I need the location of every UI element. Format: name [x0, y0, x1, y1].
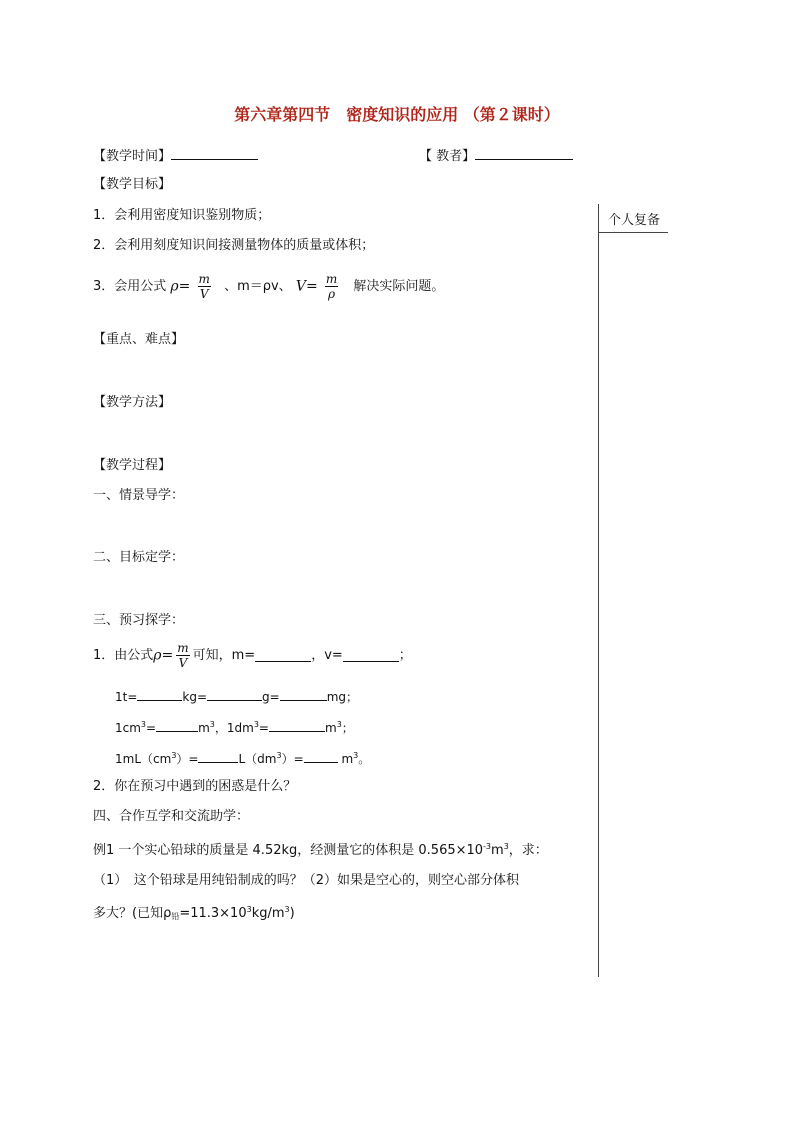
liter-eq: ）= [281, 752, 304, 766]
example3-text-b: =11.3×10 [179, 906, 247, 921]
step-3: 三、预习探学： [93, 613, 185, 628]
objective-3-prefix: 3．会用公式 [93, 279, 167, 294]
time-label: 【教学时间】 [93, 149, 172, 164]
example3-text-a: 多大？(已知ρ [93, 906, 172, 921]
unit-line-ton [115, 688, 358, 703]
equals-sign: = [178, 278, 191, 295]
denominator-rho: ρ [327, 287, 336, 301]
example-line-1 [93, 843, 548, 857]
unit-line-cm [115, 719, 354, 734]
mass-blank[interactable] [255, 649, 311, 662]
sidebar-underline [598, 232, 668, 233]
example3-exp-2: 3 [284, 905, 290, 914]
m3-exp: 3 [353, 751, 359, 760]
time-field [93, 147, 258, 163]
sidebar-label: 个人复备 [608, 213, 661, 228]
question-1-v: ，v= [311, 648, 343, 663]
numerator-m-2: m [325, 272, 338, 286]
teacher-blank[interactable] [475, 147, 573, 160]
example-line-2: （1） 这个铅球是用纯铅制成的吗？（2）如果是空心的，则空心部分体积 [93, 873, 520, 888]
ml-eq: ）= [176, 752, 199, 766]
cm-blank[interactable] [156, 719, 198, 732]
ml-blank[interactable] [198, 750, 238, 763]
method-heading: 【教学方法】 [93, 395, 172, 410]
mg-label: mg； [326, 690, 359, 704]
step-1: 一、情景导学： [93, 488, 185, 503]
example-exp-1: -3 [483, 842, 492, 851]
V-symbol: V [295, 278, 306, 295]
dm-blank[interactable] [269, 719, 325, 732]
m3-label: m [337, 752, 354, 766]
m3-blank[interactable] [304, 750, 338, 763]
question-1-end: ； [398, 648, 412, 663]
question-1 [93, 641, 412, 670]
fraction-q1 [176, 641, 189, 670]
g-label: g= [262, 690, 280, 704]
example-exp-2: 3 [503, 842, 509, 851]
liter-label: L（dm [238, 752, 277, 766]
dm-label: ，1dm [214, 721, 254, 735]
fraction-m-over-V [198, 272, 211, 301]
ton-label: 1t= [115, 690, 138, 704]
g-blank[interactable] [207, 688, 262, 701]
cm-end: ； [341, 721, 354, 735]
example-text-a: 例1 一个实心铅球的质量是 4.52kg，经测量它的体积是 0.565×10 [93, 843, 484, 858]
question-1-prefix: 1．由公式 [93, 648, 154, 663]
rho-symbol-q1: ρ [153, 647, 162, 664]
m-exp-1: 3 [209, 720, 215, 729]
kg-label: kg= [182, 690, 208, 704]
example3-text-d: ) [289, 906, 295, 921]
cm-eq: = [146, 721, 157, 735]
objective-3-mid: 、m＝ρv、 [224, 279, 292, 294]
question-2: 2．你在预习中遇到的困惑是什么？ [93, 779, 297, 794]
fraction-m-over-rho [325, 272, 338, 301]
objective-3-suffix: 解决实际问题。 [353, 279, 445, 294]
equals-sign-2: = [305, 278, 318, 295]
objective-2: 2．会利用刻度知识间接测量物体的质量或体积； [93, 238, 375, 253]
cm-exp: 3 [140, 720, 147, 729]
lead-subscript: 铅 [171, 912, 180, 921]
m-label-2: m [324, 721, 337, 735]
teacher-label: 【 教者】 [419, 149, 476, 164]
key-points-heading: 【重点、难点】 [93, 332, 185, 347]
volume-blank[interactable] [343, 649, 399, 662]
question-1-text: 可知，m= [192, 648, 256, 663]
mg-blank[interactable] [280, 688, 327, 701]
dm-exp: 3 [253, 720, 259, 729]
denominator-V: V [199, 287, 209, 301]
example-text-c: ，求： [508, 843, 548, 858]
example3-text-c: kg/m [251, 906, 285, 921]
equals-sign-q1: = [161, 647, 174, 664]
process-heading: 【教学过程】 [93, 458, 172, 473]
margin-divider [598, 204, 599, 977]
dm-eq: = [258, 721, 269, 735]
page-title: 第六章第四节 密度知识的应用 （第２课时） [234, 105, 560, 124]
step-2: 二、目标定学： [93, 550, 185, 565]
numerator-q1: m [177, 641, 189, 655]
kg-blank[interactable] [137, 688, 182, 701]
liter-exp: 3 [276, 751, 282, 760]
step-4: 四、合作互学和交流助学： [93, 809, 250, 824]
teacher-field [419, 147, 573, 163]
example-text-b: m [491, 843, 504, 858]
example-line-3 [93, 906, 295, 921]
objective-1: 1．会利用密度知识鉴别物质； [93, 208, 271, 223]
ml-label: 1mL（cm [115, 752, 172, 766]
example3-exp: 3 [246, 905, 252, 914]
denominator-q1: V [178, 656, 188, 670]
objective-3 [93, 272, 444, 301]
cm-label: 1cm [115, 721, 141, 735]
m-exp-2: 3 [336, 720, 342, 729]
ml-exp: 3 [171, 751, 177, 760]
numerator-m: m [198, 272, 210, 286]
unit-line-ml [115, 750, 370, 765]
m-label-1: m [198, 721, 210, 735]
rho-symbol: ρ [170, 278, 179, 295]
objectives-heading: 【教学目标】 [93, 177, 172, 192]
ml-end: 。 [358, 752, 371, 766]
time-blank[interactable] [171, 147, 258, 160]
